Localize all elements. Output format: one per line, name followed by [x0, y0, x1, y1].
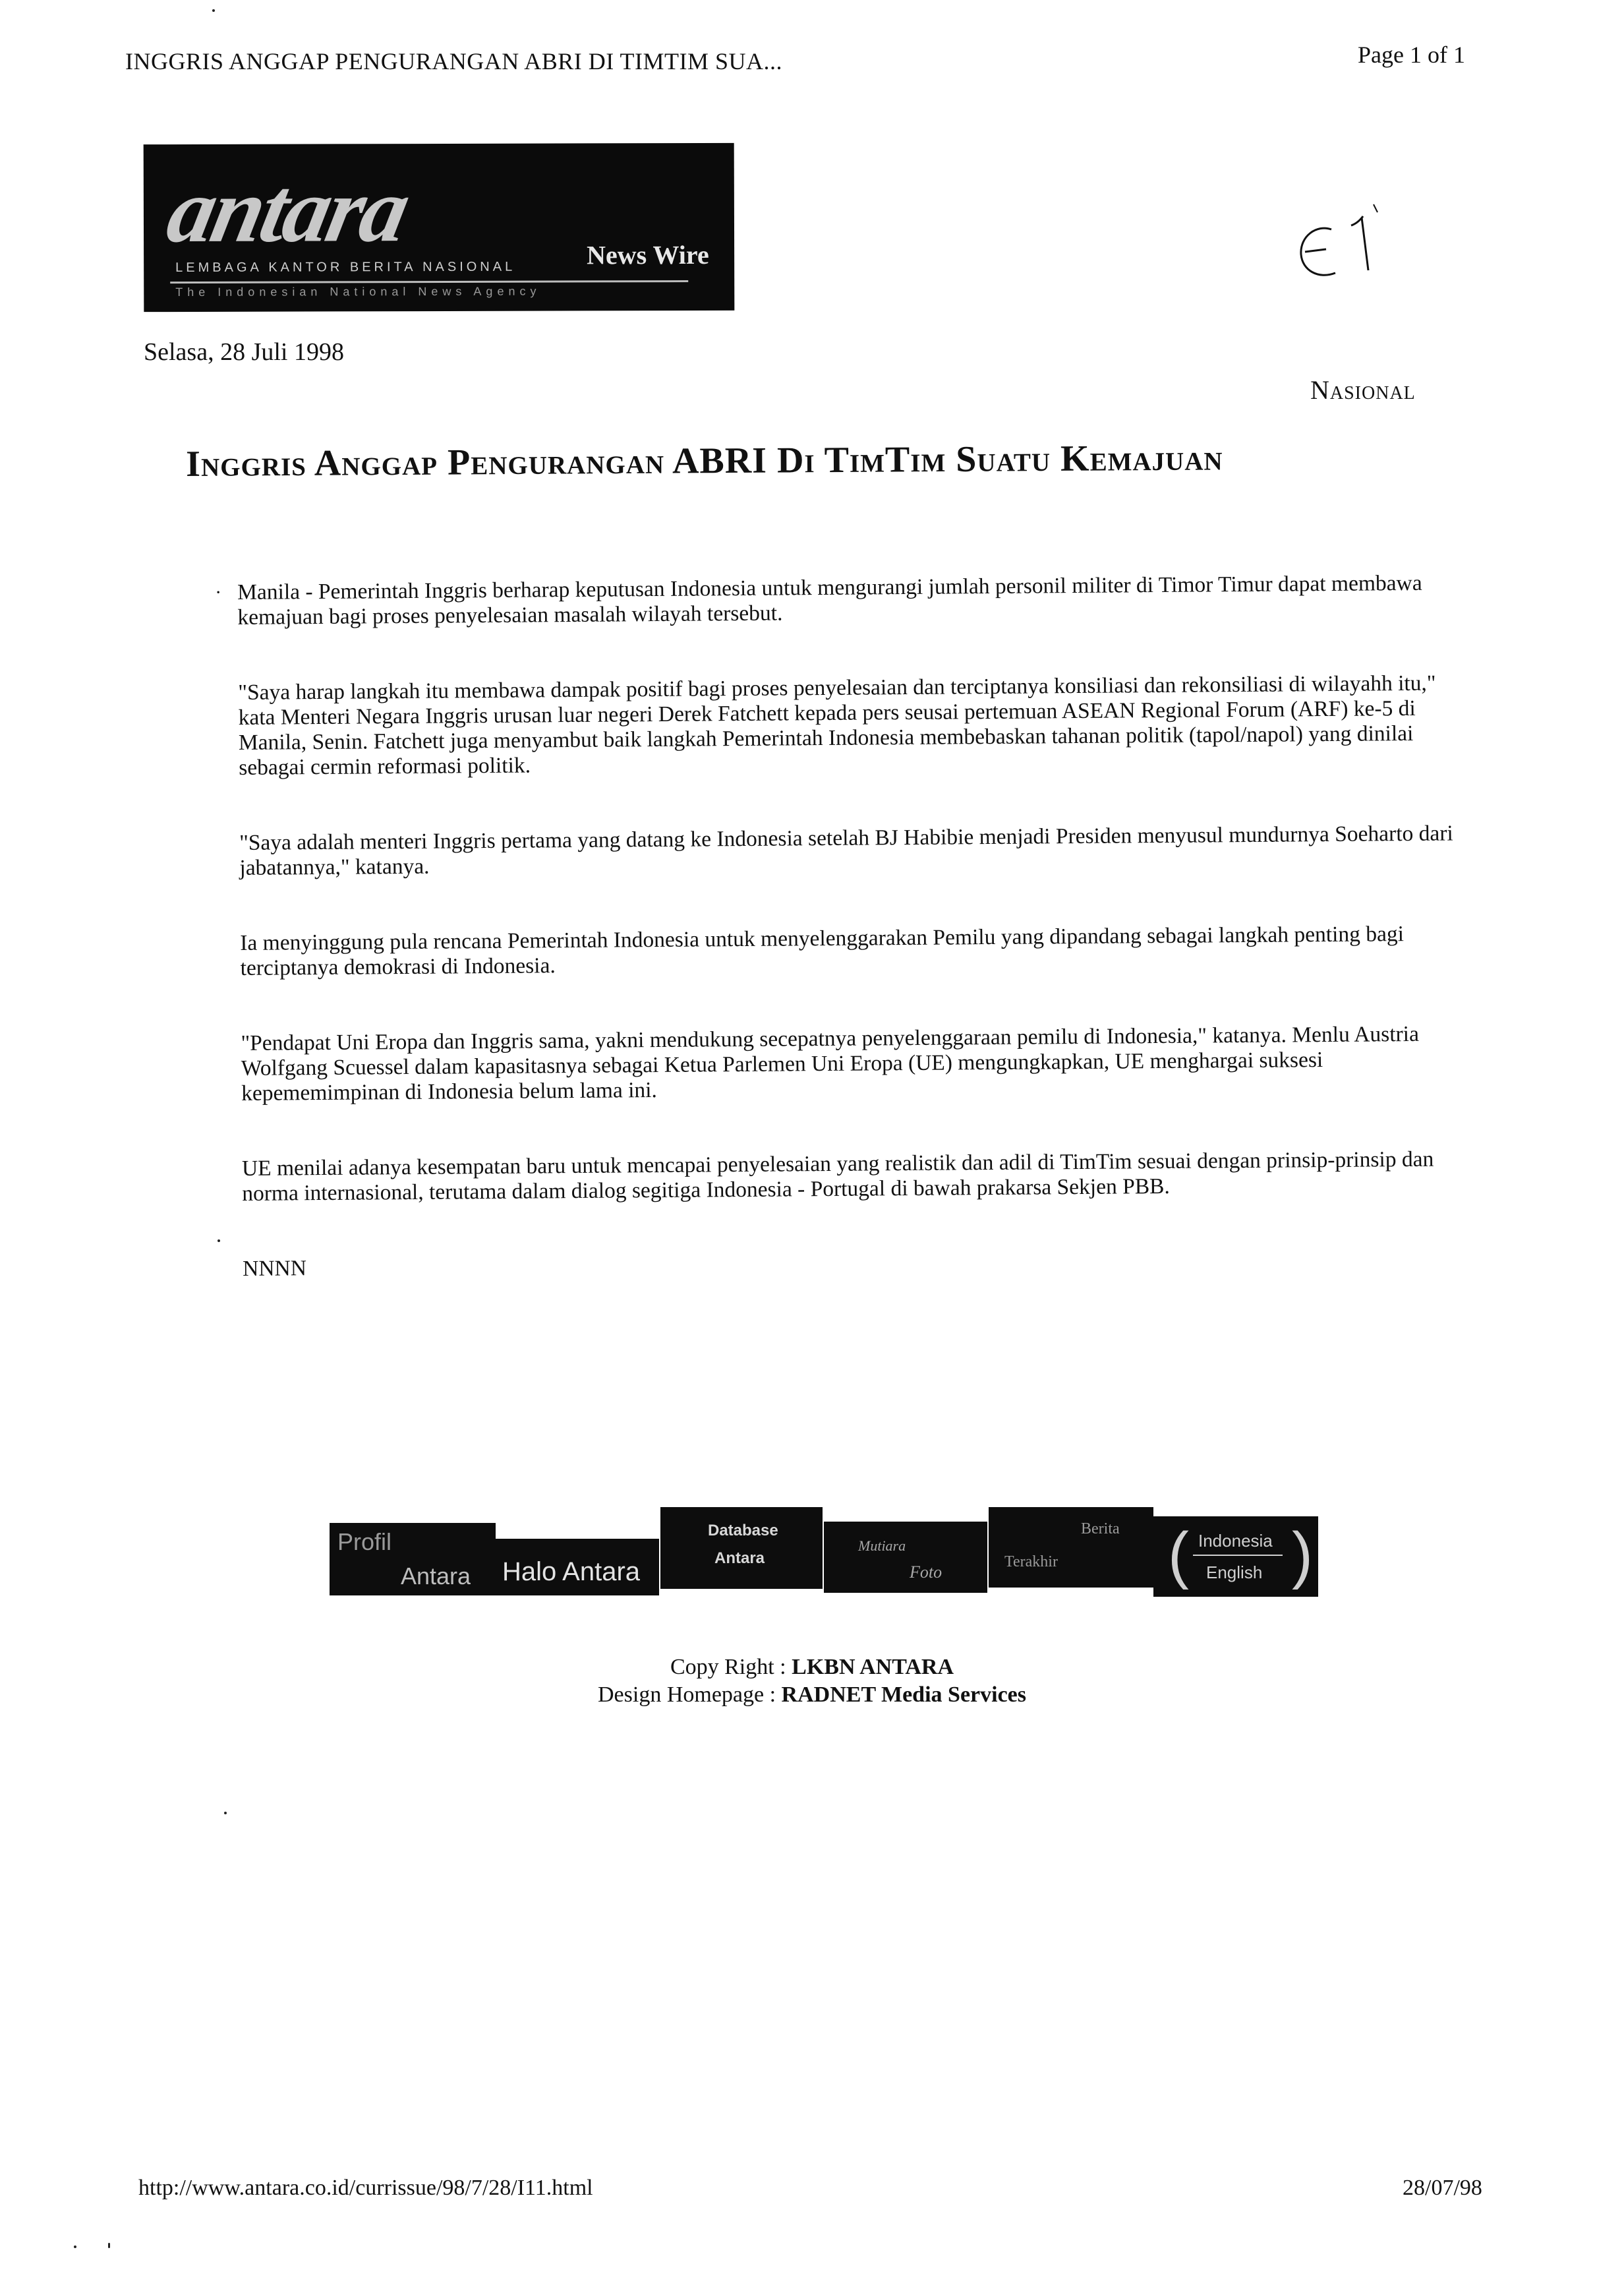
scan-speck	[218, 1239, 220, 1242]
scan-speck	[212, 9, 215, 12]
section-label: Nasional	[1310, 375, 1416, 405]
article-body	[215, 570, 1463, 1331]
article-signoff: NNNN	[243, 1256, 307, 1281]
article-paragraph: "Saya adalah menteri Inggris pertama yang datang ke Indonesia setelah BJ Habibie menjadi Presiden menyusul mundurnya Soeharto dari jabatannya," katanya.	[239, 821, 1453, 880]
nav-database-antara-button[interactable]: Database Antara	[660, 1507, 823, 1589]
page-number: Page 1 of 1	[1358, 42, 1465, 68]
agency-name-english: The Indonesian National News Agency	[175, 284, 541, 299]
article-date: Selasa, 28 Juli 1998	[144, 338, 344, 366]
design-line: Design Homepage : RADNET Media Services	[598, 1682, 1026, 1707]
agency-name: LEMBAGA KANTOR BERITA NASIONAL	[175, 259, 516, 276]
article-paragraph: "Pendapat Uni Eropa dan Inggris sama, yakni mendukung secepatnya penyelenggaraan pemilu di Indonesia," katanya. Menlu Austria Wolfgang Scuessel dalam kapasitasnya sebagai Ketua Parlemen Uni Eropa (UE) mengungkapkan, UE menghargai suksesi kepememimpinan di Indonesia belum lama ini.	[241, 1021, 1420, 1106]
scan-speck	[74, 2245, 76, 2248]
article-paragraph: "Saya harap langkah itu membawa dampak positif bagi proses penyelesaian dan terciptanya konsiliasi dan rekonsiliasi di wilayahh itu," kata Menteri Negara Inggris urusan luar negeri Derek Fatchett kepada pers seusai pertemuan ASEAN Regional Forum (ARF) ke-5 di Manila, Senin. Fatchett juga menyambut baik langkah Pemerintah Indonesia membebaskan tahanan politik (tapol/napol) yang dinilai sebagai cermin reformasi politik.	[238, 670, 1436, 780]
antara-newswire-banner[interactable]	[144, 143, 735, 312]
news-wire-label: News Wire	[587, 239, 709, 270]
article-paragraph: UE menilai adanya kesempatan baru untuk mencapai penyelesaian yang realistik dan adil di TimTim sesuai dengan prinsip-prinsip dan norma internasional, terutama dalam dialog segitiga Indonesia - Portugal di bawah prakarsa Sekjen PBB.	[241, 1146, 1434, 1206]
nav-halo-antara-button[interactable]: Halo Antara	[496, 1539, 659, 1595]
antara-logo: antara	[159, 159, 417, 262]
scan-speck	[224, 1812, 227, 1814]
nav-berita-terakhir-button[interactable]: Berita Terakhir	[989, 1507, 1153, 1588]
nav-profil-antara-button[interactable]: Profil Antara	[330, 1523, 496, 1595]
article-headline: Inggris Anggap Pengurangan ABRI Di TimTim Suatu Kemajuan	[186, 437, 1223, 485]
article-paragraph: Ia menyinggung pula rencana Pemerintah Indonesia untuk menyelenggarakan Pemilu yang dipandang sebagai langkah penting bagi terciptanya demokrasi di Indonesia.	[240, 922, 1405, 980]
page-url: http://www.antara.co.id/currissue/98/7/28/I11.html	[138, 2176, 593, 2200]
credits-block	[0, 1653, 1624, 1709]
article-paragraph: Manila - Pemerintah Inggris berharap keputusan Indonesia untuk mengurangi jumlah personil militer di Timor Timur dapat membawa kemajuan bagi proses penyelesaian masalah wilayah tersebut.	[237, 570, 1422, 630]
copyright-line: Copy Right : LKBN ANTARA	[670, 1655, 954, 1679]
handwritten-annotation	[1285, 198, 1404, 297]
print-date: 28/07/98	[1403, 2176, 1482, 2200]
nav-mutiara-foto-button[interactable]: Mutiara Foto	[824, 1522, 987, 1593]
banner-rule	[170, 280, 688, 283]
nav-button-bar	[330, 1507, 1318, 1606]
nav-language-toggle-button[interactable]: ( ) Indonesia English	[1153, 1516, 1318, 1597]
bullet-mark: ·	[215, 581, 222, 604]
scan-speck	[108, 2243, 110, 2248]
print-header-title: INGGRIS ANGGAP PENGURANGAN ABRI DI TIMTIM SUA...	[125, 48, 783, 74]
